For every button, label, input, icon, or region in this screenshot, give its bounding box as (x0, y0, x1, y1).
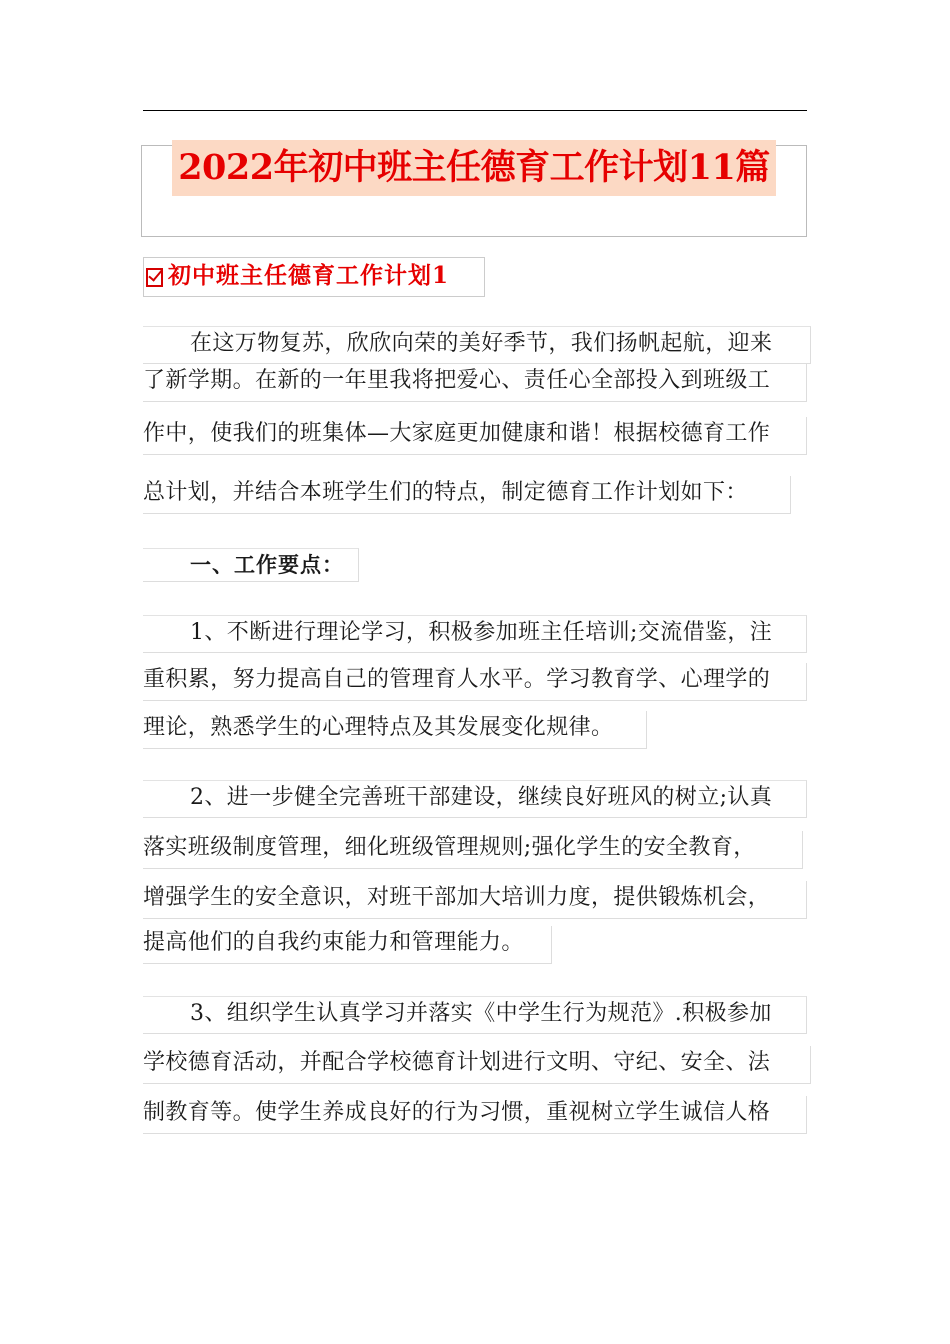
item-line: 增强学生的安全意识，对班干部加大培训力度，提供锻炼机会， (143, 881, 807, 919)
document-title: 2022年初中班主任德育工作计划11篇 (172, 140, 776, 196)
item-line: 重积累，努力提高自己的管理育人水平。学习教育学、心理学的 (143, 663, 807, 701)
section-subheading: 一、工作要点： (143, 548, 359, 582)
item-line: 理论，熟悉学生的心理特点及其发展变化规律。 (143, 711, 647, 749)
item-line: 学校德育活动，并配合学校德育计划进行文明、守纪、安全、法 (143, 1046, 811, 1084)
item-line: 落实班级制度管理，细化班级管理规则;强化学生的安全教育， (143, 831, 803, 869)
item-line: 提高他们的自我约束能力和管理能力。 (143, 926, 552, 964)
top-rule (143, 110, 807, 111)
section-heading-label: 初中班主任德育工作计划1 (168, 262, 450, 289)
intro-line: 了新学期。在新的一年里我将把爱心、责任心全部投入到班级工 (143, 364, 807, 402)
item-line: 1、不断进行理论学习，积极参加班主任培训;交流借鉴，注 (143, 615, 807, 653)
item-line: 制教育等。使学生养成良好的行为习惯，重视树立学生诚信人格 (143, 1096, 807, 1134)
intro-line: 总计划，并结合本班学生们的特点，制定德育工作计划如下： (143, 476, 791, 514)
item-line: 3、组织学生认真学习并落实《中学生行为规范》.积极参加 (143, 996, 807, 1034)
checkbox-checked-icon (146, 268, 163, 287)
section-heading (143, 257, 485, 297)
intro-line: 作中，使我们的班集体—大家庭更加健康和谐！根据校德育工作 (143, 417, 807, 455)
item-line: 2、进一步健全完善班干部建设，继续良好班风的树立;认真 (143, 780, 807, 818)
intro-line: 在这万物复苏，欣欣向荣的美好季节，我们扬帆起航，迎来 (143, 326, 811, 364)
